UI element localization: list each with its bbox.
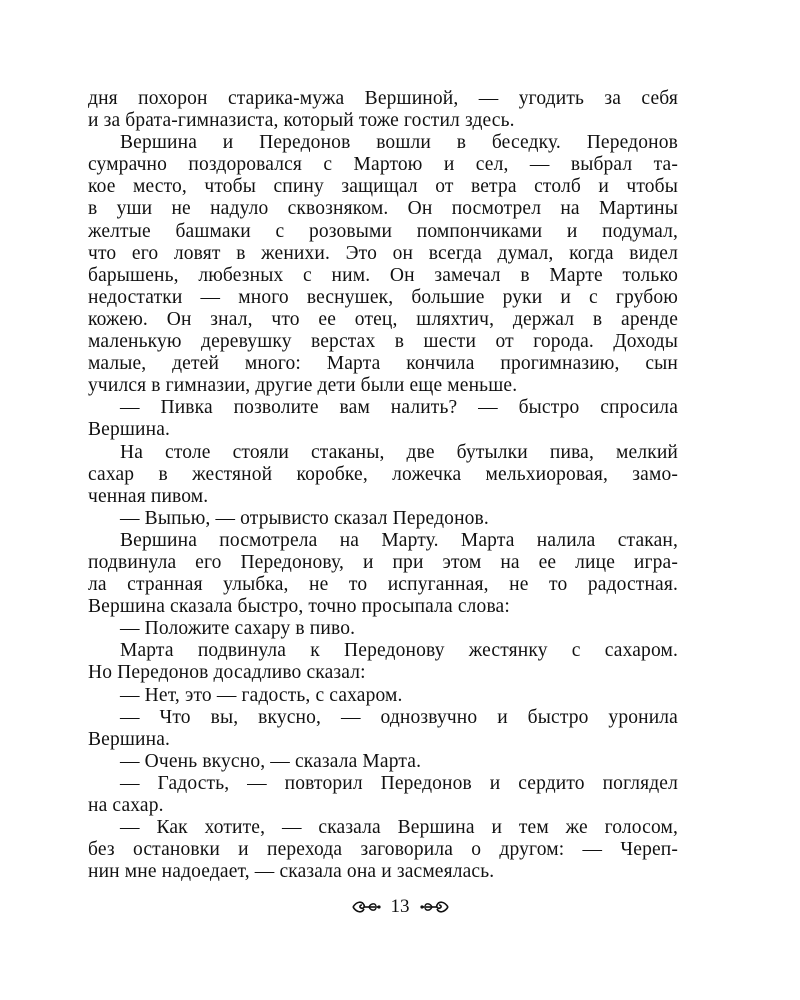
text-line: сахар в жестяной коробке, ложечка мельхиоровая, замо- bbox=[88, 463, 678, 485]
text-line: — Положите сахару в пиво. bbox=[120, 618, 356, 640]
page-number: 13 bbox=[390, 896, 410, 917]
text-line: — Что вы, вкусно, — однозвучно и быстро уронила bbox=[120, 706, 678, 728]
text-line: учился в гимназии, другие дети были еще меньше. bbox=[88, 375, 518, 397]
text-line: — Нет, это — гадость, с сахаром. bbox=[120, 684, 403, 706]
text-line: малые, детей много: Марта кончила прогимназию, сын bbox=[88, 353, 678, 375]
text-line: сумрачно поздоровался с Мартою и сел, — выбрал та- bbox=[88, 154, 678, 176]
text-line: Вершина и Передонов вошли в беседку. Передонов bbox=[120, 132, 678, 154]
text-line: На столе стояли стаканы, две бутылки пива, мелкий bbox=[120, 441, 678, 463]
text-line: и за брата-гимназиста, который тоже гостил здесь. bbox=[88, 110, 515, 132]
text-line: барышень, любезных с ним. Он замечал в Марте только bbox=[88, 264, 678, 286]
text-line: Марта подвинула к Передонову жестянку с сахаром. bbox=[120, 640, 678, 662]
text-line: что его ловят в женихи. Это он всегда думал, когда видел bbox=[88, 242, 678, 264]
text-line: кое место, чтобы спину защищал от ветра столб и чтобы bbox=[88, 176, 678, 198]
text-line: ла странная улыбка, не то испуганная, не то радостная. bbox=[88, 574, 678, 596]
text-line: — Пивка позволите вам налить? — быстро спросила bbox=[120, 397, 678, 419]
text-line: кожею. Он знал, что ее отец, шляхтич, держал в аренде bbox=[88, 308, 678, 330]
text-line: нин мне надоедает, — сказала она и засмеялась. bbox=[88, 861, 495, 883]
page-text-block bbox=[88, 88, 678, 883]
text-line: подвинула его Передонову, и при этом на ее лице игра- bbox=[88, 551, 678, 573]
text-line: Вершина. bbox=[88, 419, 171, 441]
left-ornament-icon bbox=[351, 899, 381, 915]
text-line: Но Передонов досадливо сказал: bbox=[88, 662, 366, 684]
text-line: дня похорон старика-мужа Вершиной, — угодить за себя bbox=[88, 88, 678, 109]
text-line: — Очень вкусно, — сказала Марта. bbox=[120, 750, 422, 772]
text-line: Вершина посмотрела на Марту. Марта налила стакан, bbox=[120, 529, 678, 551]
text-line: в уши не надуло сквозняком. Он посмотрел на Мартины bbox=[88, 198, 678, 220]
text-line: Вершина. bbox=[88, 728, 171, 750]
text-line: — Как хотите, — сказала Вершина и тем же голосом, bbox=[120, 817, 678, 839]
text-line: ченная пивом. bbox=[88, 485, 209, 507]
text-line: — Гадость, — повторил Передонов и сердито поглядел bbox=[120, 772, 678, 794]
text-line: без остановки и перехода заговорила о другом: — Череп- bbox=[88, 839, 678, 861]
text-line: — Выпью, — отрывисто сказал Передонов. bbox=[120, 507, 489, 529]
text-line: Вершина сказала быстро, точно просыпала слова: bbox=[88, 596, 510, 618]
right-ornament-icon bbox=[420, 899, 450, 915]
text-line: недостатки — много веснушек, большие руки и с грубою bbox=[88, 286, 678, 308]
text-line: на сахар. bbox=[88, 795, 164, 816]
text-line: маленькую деревушку верстах в шести от города. Доходы bbox=[88, 331, 678, 353]
page-footer bbox=[0, 896, 800, 918]
text-line: желтые башмаки с розовыми помпончиками и подумал, bbox=[88, 220, 678, 242]
